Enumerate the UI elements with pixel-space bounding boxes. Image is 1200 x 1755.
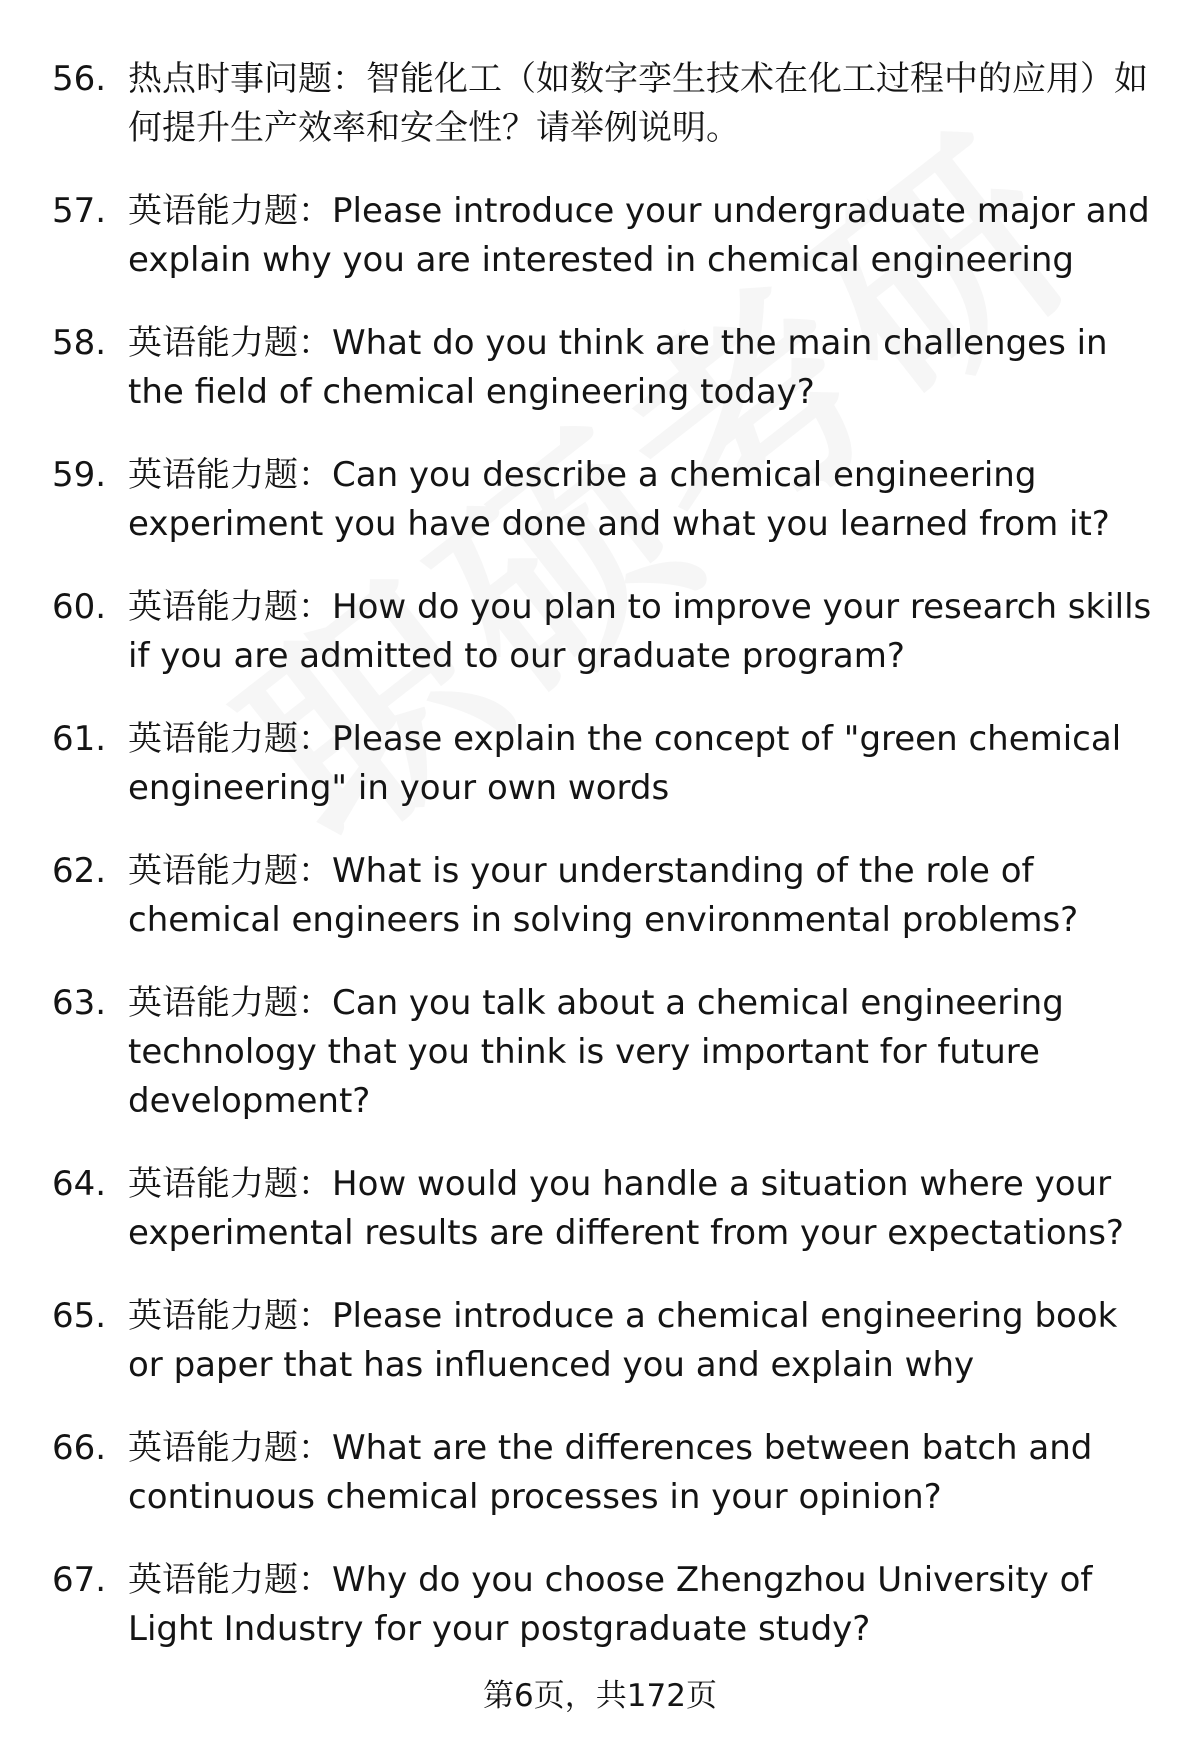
list-item xyxy=(52,319,1152,417)
question-text: 英语能力题：Please introduce your undergraduate major and explain why you are interested in chemical engineering xyxy=(128,191,1150,280)
list-item xyxy=(52,1160,1152,1258)
question-text: 英语能力题：Please explain the concept of "green chemical engineering" in your own words xyxy=(128,719,1122,808)
list-item xyxy=(52,583,1152,681)
question-number: 59. xyxy=(52,455,107,495)
question-number: 66. xyxy=(52,1428,107,1468)
question-text: 英语能力题：What is your understanding of the role of chemical engineers in solving environmental problems? xyxy=(128,851,1079,940)
list-item xyxy=(52,187,1152,285)
question-number: 63. xyxy=(52,983,107,1023)
question-number: 61. xyxy=(52,719,107,759)
page-footer: 第6页，共172页 xyxy=(483,1678,717,1714)
question-text: 英语能力题：Why do you choose Zhengzhou University of Light Industry for your postgraduate study? xyxy=(128,1560,1093,1649)
question-list xyxy=(52,55,1152,1688)
list-item xyxy=(52,847,1152,945)
question-text: 英语能力题：How do you plan to improve your research skills if you are admitted to our graduate program? xyxy=(128,587,1152,676)
list-item xyxy=(52,1292,1152,1390)
question-text: 英语能力题：What are the differences between batch and continuous chemical processes in your opinion? xyxy=(128,1428,1093,1517)
question-number: 58. xyxy=(52,323,107,363)
question-text: 英语能力题：What do you think are the main challenges in the field of chemical engineering today? xyxy=(128,323,1108,412)
question-text: 英语能力题：Can you describe a chemical engineering experiment you have done and what you learned from it? xyxy=(128,455,1110,544)
question-text: 英语能力题：How would you handle a situation where your experimental results are different from your expectations? xyxy=(128,1164,1124,1253)
question-number: 60. xyxy=(52,587,107,627)
question-number: 67. xyxy=(52,1560,107,1600)
question-text: 英语能力题：Can you talk about a chemical engineering technology that you think is very important for future development? xyxy=(128,983,1064,1121)
question-number: 64. xyxy=(52,1164,107,1204)
list-item xyxy=(52,451,1152,549)
question-number: 57. xyxy=(52,191,107,231)
list-item xyxy=(52,1424,1152,1522)
list-item xyxy=(52,1556,1152,1654)
list-item xyxy=(52,715,1152,813)
question-text: 英语能力题：Please introduce a chemical engineering book or paper that has influenced you and explain why xyxy=(128,1296,1118,1385)
question-number: 65. xyxy=(52,1296,107,1336)
list-item xyxy=(52,979,1152,1126)
list-item xyxy=(52,55,1152,153)
question-text: 热点时事问题：智能化工（如数字孪生技术在化工过程中的应用）如何提升生产效率和安全性？请举例说明。 xyxy=(128,59,1148,148)
question-number: 56. xyxy=(52,59,107,99)
question-number: 62. xyxy=(52,851,107,891)
